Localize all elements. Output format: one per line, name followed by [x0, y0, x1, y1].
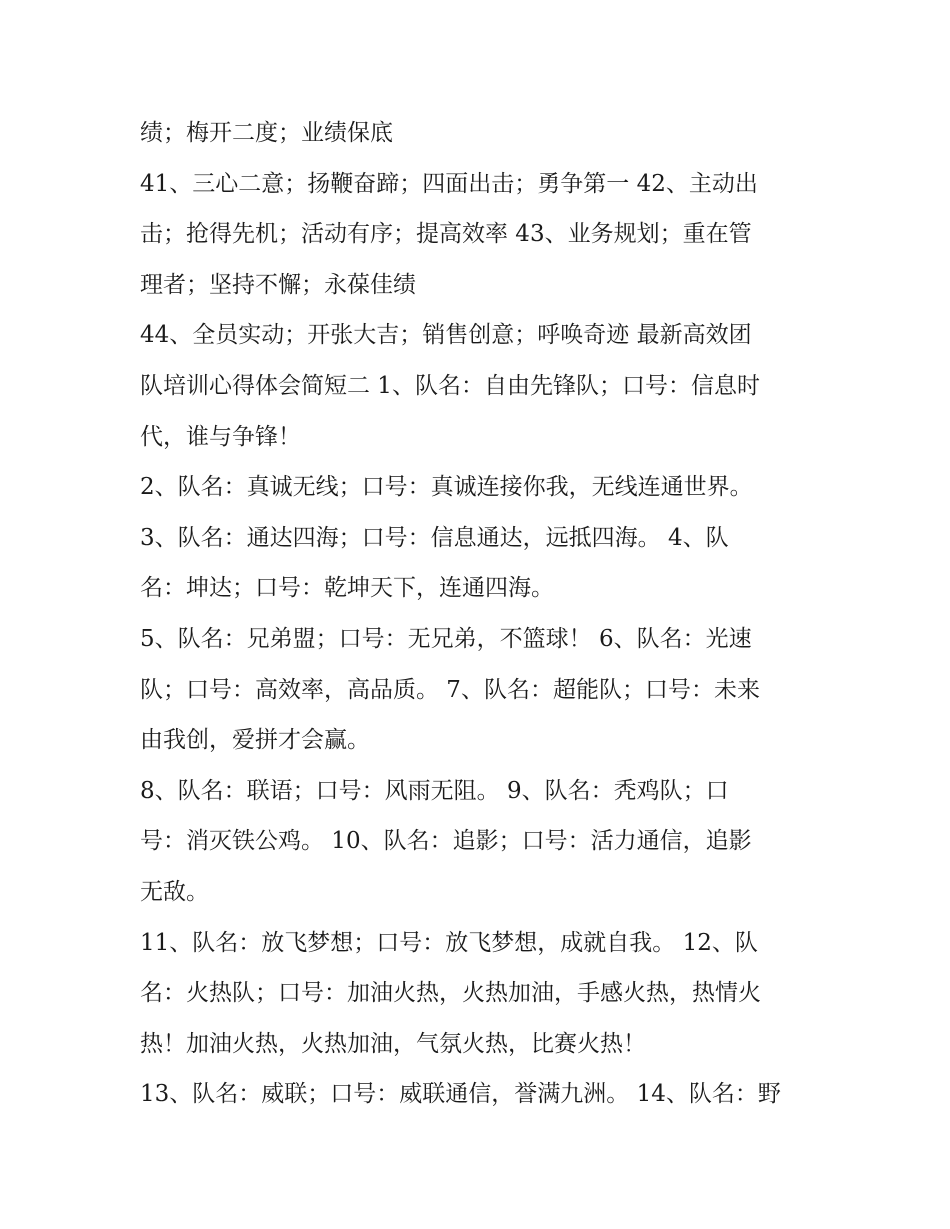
- text-line: 理者；坚持不懈；永葆佳绩: [140, 271, 416, 298]
- text-line: 8、队名：联语；口号：风雨无阻。 9、队名：秃鸡队；口: [140, 777, 729, 804]
- text-line: 11、队名：放飞梦想；口号：放飞梦想，成就自我。 12、队: [140, 929, 758, 956]
- text-line: 绩；梅开二度；业绩保底: [140, 120, 393, 146]
- text-line: 队；口号：高效率，高品质。 7、队名：超能队；口号：未来: [140, 676, 760, 703]
- text-line: 无敌。: [140, 878, 209, 905]
- text-line: 41、三心二意；扬鞭奋蹄；四面出击；勇争第一 42、主动出: [140, 170, 758, 197]
- text-line: 5、队名：兄弟盟；口号：无兄弟，不篮球！ 6、队名：光速: [140, 625, 752, 652]
- text-line: 号：消灭铁公鸡。 10、队名：追影；口号：活力通信，追影: [140, 828, 752, 855]
- text-line: 13、队名：威联；口号：威联通信，誉满九洲。 14、队名：野: [140, 1081, 781, 1108]
- text-line: 代，谁与争锋！: [140, 423, 301, 450]
- text-line: 名：坤达；口号：乾坤天下，连通四海。: [140, 575, 554, 602]
- text-line: 44、全员实动；开张大吉；销售创意；呼唤奇迹 最新高效团: [140, 322, 752, 349]
- text-line: 由我创，爱拼才会赢。: [140, 727, 370, 754]
- text-line: 名：火热队；口号：加油火热，火热加油，手感火热，热情火: [140, 980, 761, 1007]
- text-line: 击；抢得先机；活动有序；提高效率 43、业务规划；重在管: [140, 221, 752, 248]
- text-line: 队培训心得体会简短二 1、队名：自由先锋队；口号：信息时: [140, 372, 760, 399]
- body-text: [140, 108, 820, 1120]
- text-line: 3、队名：通达四海；口号：信息通达，远抵四海。 4、队: [140, 524, 729, 551]
- text-line: 热！加油火热，火热加油，气氛火热，比赛火热！: [140, 1030, 646, 1057]
- text-line: 2、队名：真诚无线；口号：真诚连接你我，无线连通世界。: [140, 474, 753, 501]
